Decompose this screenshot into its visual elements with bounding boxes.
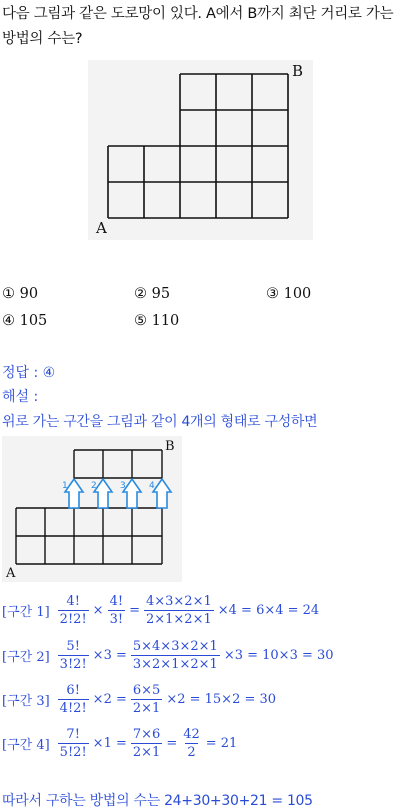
choice-5-mark: ⑤: [134, 313, 147, 329]
choice-4-value: 105: [19, 313, 48, 329]
section-2-calculation: [구간 2] $\frac{5!}{3!2!}$ ×3 = $\frac{5\times 4\times 3\times 2\times 1}{3\times 2\times 1\times 2\times 1}$ ×3 = 10×3 = 30: [2, 639, 334, 672]
choice-5-value: 110: [151, 313, 180, 329]
fig2-point-b-label: B: [165, 439, 175, 454]
question-line-2: 방법의 수는?: [2, 31, 83, 47]
question-text: [2, 2, 398, 52]
section-2-fraction-a: $\frac{5!}{3!2!}$: [59, 639, 87, 672]
figure-background: [88, 60, 313, 240]
choice-4-mark: ④: [2, 313, 15, 329]
section-4-calculation: [구간 4] $\frac{7!}{5!2!}$ ×1 = $\frac{7\times 6}{2\times 1}$ = $\frac{42}{2}$ = 21: [2, 727, 238, 760]
section-4-number: 4: [149, 481, 155, 491]
choice-5: [134, 313, 179, 329]
section-1-fraction-a: $\frac{4!}{2!2!}$: [59, 594, 87, 627]
explanation-label: 해설 :: [2, 389, 39, 405]
section-1-calculation: [구간 1] $\frac{4!}{2!2!}$ × $\frac{4!}{3!}$ = $\frac{4\times 3\times 2\times 1}{2\times 1\times 2\times 1}$ ×4 = 6×4 = 24: [2, 594, 320, 627]
section-4-result: = 21: [205, 736, 238, 751]
section-3-fraction-b: $\frac{6\times 5}{2\times 1}$: [132, 683, 161, 716]
question-line-1: 다음 그림과 같은 도로망이 있다. A에서 B까지 최단 거리로 가는: [2, 6, 394, 22]
section-figure: [2, 436, 182, 582]
section-1-fraction-c: $\frac{4\times 3\times 2\times 1}{2\times 1\times 2\times 1}$: [145, 594, 212, 627]
choice-3-value: 100: [283, 286, 312, 302]
fig2-point-a-label: A: [6, 566, 16, 581]
section-2-number: 2: [91, 481, 97, 491]
section-3-label: [구간 3]: [2, 694, 50, 709]
section-4-fraction-a: $\frac{7!}{5!2!}$: [59, 727, 87, 760]
section-1-fraction-b: $\frac{4!}{3!}$: [109, 594, 124, 627]
choice-2-mark: ②: [134, 286, 147, 302]
section-4-label: [구간 4]: [2, 738, 50, 753]
choice-3-mark: ③: [266, 286, 279, 302]
section-3-result: ×2 = 15×2 = 30: [166, 692, 277, 707]
section-1-result: ×4 = 6×4 = 24: [217, 603, 320, 618]
point-b-label: B: [292, 62, 304, 80]
choice-2-value: 95: [151, 286, 171, 302]
conclusion-text: 따라서 구하는 방법의 수는 24+30+30+21 = 105: [2, 793, 313, 809]
road-network-figure: [88, 60, 313, 240]
section-2-fraction-b: $\frac{5\times 4\times 3\times 2\times 1}{3\times 2\times 1\times 2\times 1}$: [132, 639, 218, 672]
section-1-number: 1: [62, 481, 68, 491]
choice-2: [134, 286, 170, 302]
choice-1-mark: ①: [2, 286, 15, 302]
section-4-fraction-b: $\frac{7\times 6}{2\times 1}$: [132, 727, 161, 760]
choice-1-value: 90: [19, 286, 39, 302]
explanation-intro: 위로 가는 구간을 그림과 같이 4개의 형태로 구성하면: [2, 414, 318, 430]
choice-3: [266, 286, 311, 302]
section-3-calculation: [구간 3] $\frac{6!}{4!2!}$ ×2 = $\frac{6\times 5}{2\times 1}$ ×2 = 15×2 = 30: [2, 683, 277, 716]
section-2-result: ×3 = 10×3 = 30: [223, 648, 334, 663]
section-3-fraction-a: $\frac{6!}{4!2!}$: [59, 683, 87, 716]
point-a-label: A: [96, 219, 107, 237]
section-4-fraction-c: $\frac{42}{2}$: [183, 727, 200, 760]
figure2-background: [2, 436, 182, 582]
answer-text: 정답 : ④: [2, 365, 56, 381]
section-2-label: [구간 2]: [2, 650, 50, 665]
section-3-number: 3: [120, 481, 126, 491]
choice-1: [2, 286, 38, 302]
section-1-label: [구간 1]: [2, 605, 50, 620]
choice-4: [2, 313, 47, 329]
